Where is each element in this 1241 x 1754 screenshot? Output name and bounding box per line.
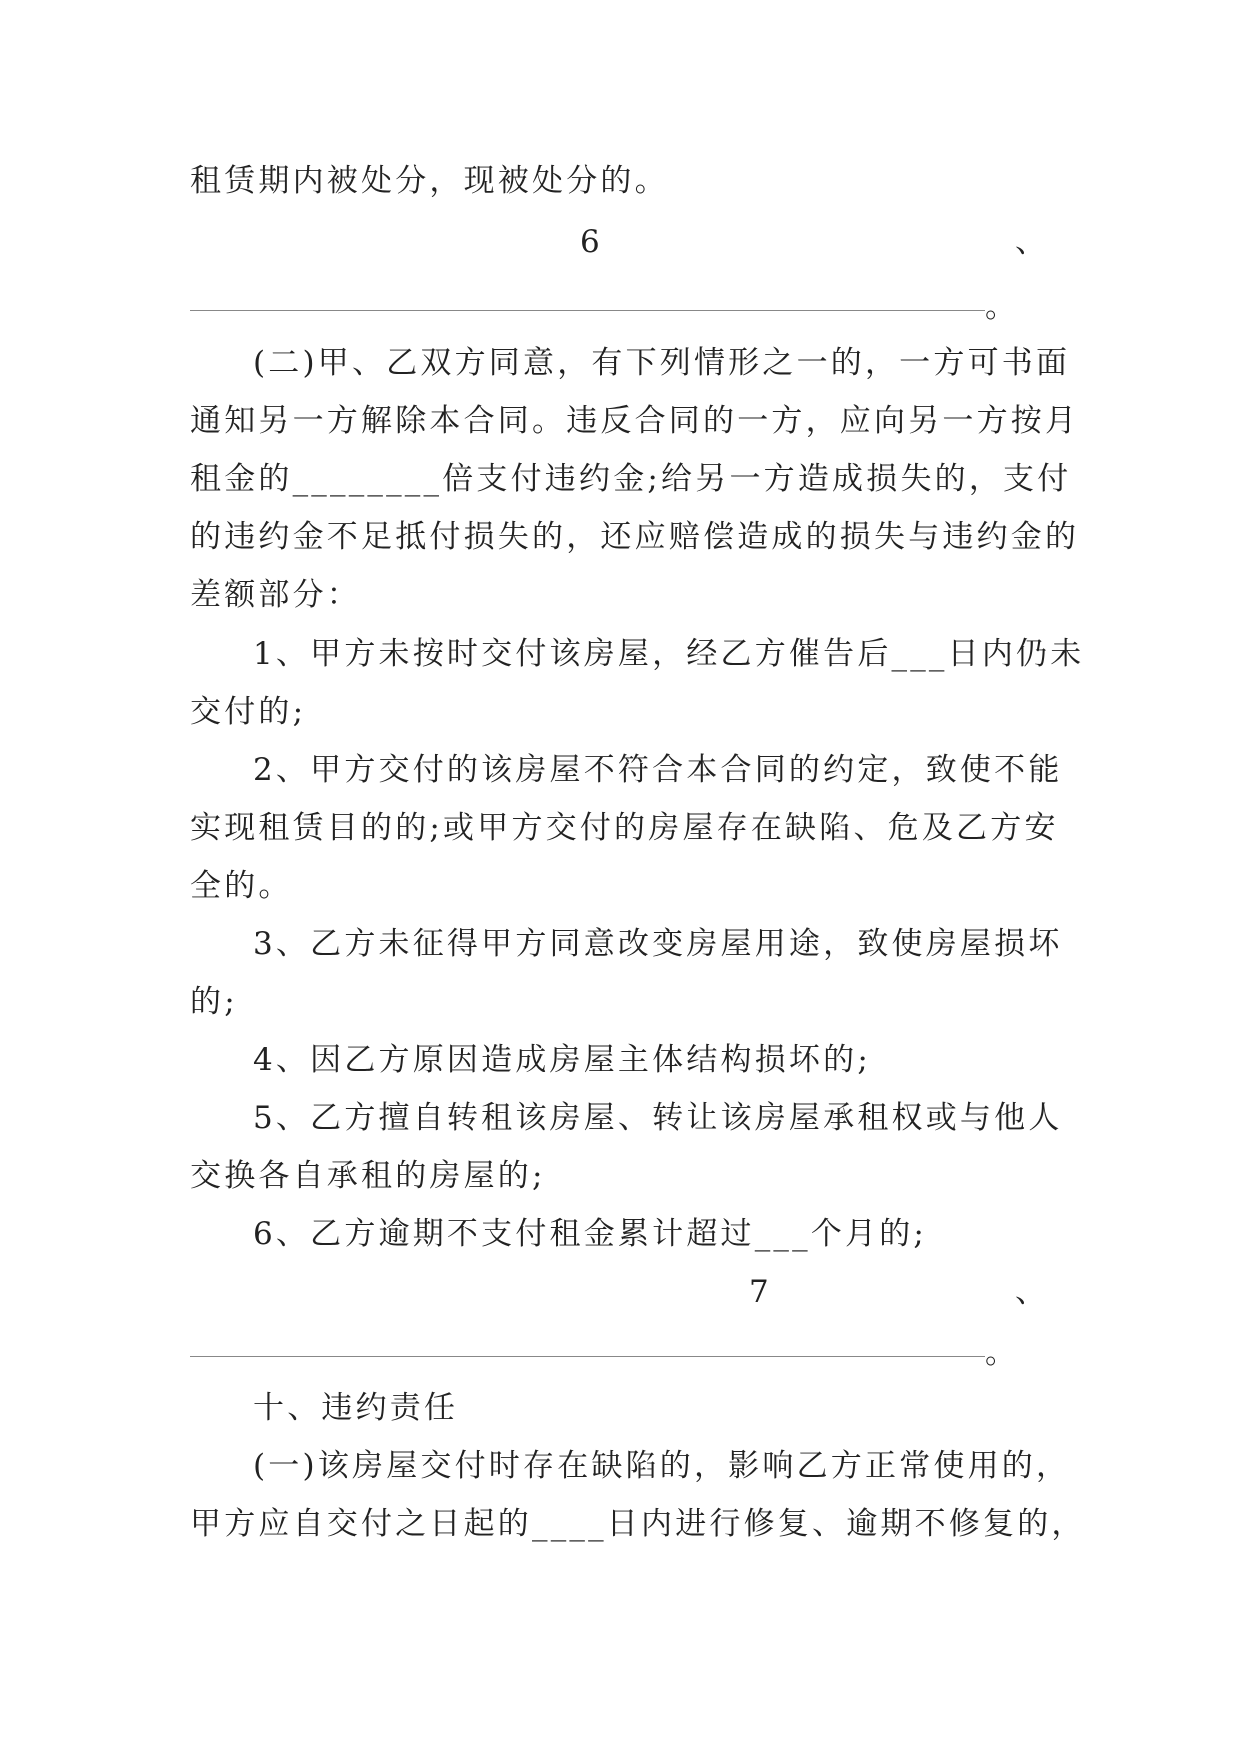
item-separator: 、 — [1015, 1274, 1046, 1310]
paragraph-line: (一)该房屋交付时存在缺陷的，影响乙方正常使用的， — [253, 1448, 1071, 1484]
paragraph-line: 的违约金不足抵付损失的，还应赔偿造成的损失与违约金的 — [190, 519, 1080, 555]
paragraph-line: 通知另一方解除本合同。违反合同的一方，应向另一方按月 — [190, 403, 1080, 439]
paragraph-line: 全的。 — [190, 868, 293, 904]
item-separator: 、 — [1015, 224, 1046, 260]
section-heading: 十、违约责任 — [253, 1390, 459, 1426]
paragraph-line: 交换各自承租的房屋的; — [190, 1158, 546, 1194]
paragraph-line: 租赁期内被处分，现被处分的。 — [190, 163, 669, 199]
paragraph-line: 5、乙方擅自转租该房屋、转让该房屋承租权或与他人 — [253, 1100, 1063, 1136]
paragraph-line: 6、乙方逾期不支付租金累计超过___个月的; — [253, 1216, 928, 1252]
item-number: 7 — [749, 1274, 769, 1310]
paragraph-line: 4、因乙方原因造成房屋主体结构损坏的; — [253, 1042, 871, 1078]
paragraph-line: (二)甲、乙双方同意，有下列情形之一的，一方可书面 — [253, 345, 1071, 381]
item-number: 6 — [580, 224, 600, 260]
paragraph-line: 差额部分： — [190, 577, 361, 613]
blank-fill-line — [190, 310, 985, 311]
paragraph-line: 的; — [190, 984, 238, 1020]
paragraph-line: 1、甲方未按时交付该房屋，经乙方催告后___日内仍未 — [253, 636, 1085, 672]
paragraph-line: 甲方应自交付之日起的____日内进行修复、逾期不修复的， — [190, 1506, 1086, 1542]
end-mark: 。 — [985, 289, 1016, 325]
blank-fill-line — [190, 1356, 985, 1357]
end-mark: 。 — [985, 1335, 1016, 1371]
paragraph-line: 3、乙方未征得甲方同意改变房屋用途，致使房屋损坏 — [253, 926, 1063, 962]
paragraph-line: 实现租赁目的的;或甲方交付的房屋存在缺陷、危及乙方安 — [190, 810, 1059, 846]
paragraph-line: 2、甲方交付的该房屋不符合本合同的约定，致使不能 — [253, 752, 1063, 788]
paragraph-line: 租金的________倍支付违约金;给另一方造成损失的，支付 — [190, 461, 1072, 497]
paragraph-line: 交付的; — [190, 694, 307, 730]
